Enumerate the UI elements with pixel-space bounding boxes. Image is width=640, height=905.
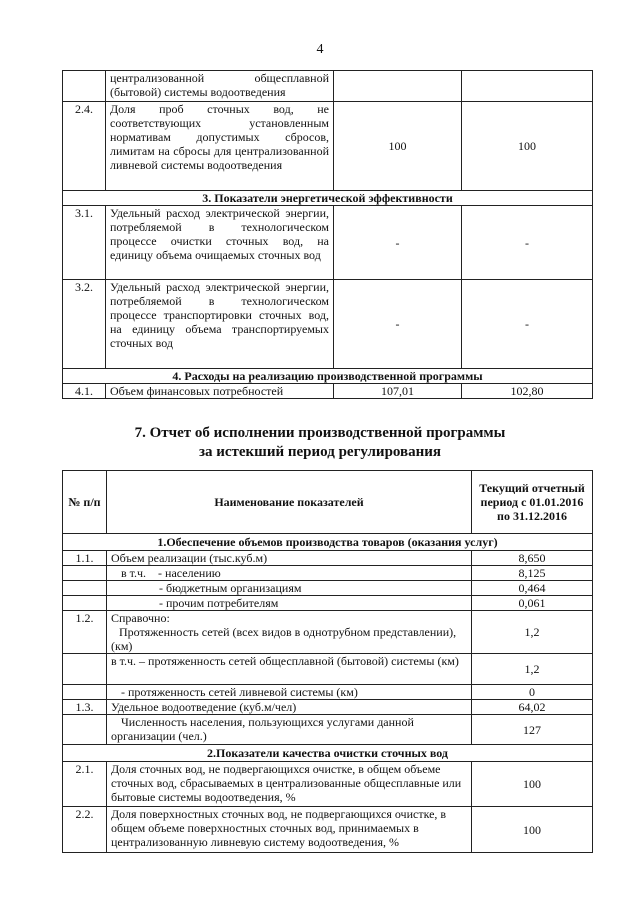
value-fact: - xyxy=(462,280,593,369)
section-title: 2.Показатели качества очистки сточных вод xyxy=(63,745,593,762)
row-label-line: Справочно: xyxy=(111,611,170,625)
header-row xyxy=(63,471,593,534)
row-text: Удельный расход электрической энергии, потребляемой в технологическом процессе очистки сточных вод, на единицу объема очищаемых сточных вод xyxy=(106,206,334,280)
table-row xyxy=(63,551,593,566)
row-label: Численность населения, пользующихся услугами данной организации (чел.) xyxy=(107,715,472,745)
table-row xyxy=(63,384,593,399)
row-text: Удельный расход электрической энергии, потребляемой в технологическом процессе транспортировки сточных вод, на единицу объема транспортируемых сточных вод xyxy=(106,280,334,369)
header-number: № п/п xyxy=(63,471,107,534)
row-value: 0,061 xyxy=(472,596,593,611)
row-number: 1.1. xyxy=(63,551,107,566)
value-fact: 102,80 xyxy=(462,384,593,399)
header-period: Текущий отчетный период с 01.01.2016 по 31.12.2016 xyxy=(472,471,593,534)
row-label: Объем реализации (тыс.куб.м) xyxy=(107,551,472,566)
value-plan: 100 xyxy=(334,102,462,191)
row-number: 4.1. xyxy=(63,384,106,399)
page-number: 4 xyxy=(316,42,324,57)
row-label: в т.ч. – протяженность сетей общесплавной (бытовой) системы (км) xyxy=(107,654,472,685)
program-report-table xyxy=(62,470,593,853)
table-row xyxy=(63,715,593,745)
table-row xyxy=(63,700,593,715)
row-value: 8,650 xyxy=(472,551,593,566)
row-value: 1,2 xyxy=(472,611,593,654)
row-number: 3.2. xyxy=(63,280,106,369)
row-label: Доля сточных вод, не подвергающихся очистке, в общем объеме сточных вод, сбрасываемых в централизованные общесплавные или бытовые системы водоотведения, % xyxy=(107,762,472,807)
section-heading xyxy=(0,424,640,462)
row-value: 64,02 xyxy=(472,700,593,715)
table-row xyxy=(63,280,593,369)
table-row xyxy=(63,71,593,102)
row-label: Удельное водоотведение (куб.м/чел) xyxy=(107,700,472,715)
row-value: 0,464 xyxy=(472,581,593,596)
row-value: 100 xyxy=(472,807,593,853)
row-label: - протяженность сетей ливневой системы (км) xyxy=(107,685,472,700)
table-row xyxy=(63,762,593,807)
table-row xyxy=(63,102,593,191)
table-row xyxy=(63,206,593,280)
row-prefix: в т.ч. xyxy=(121,566,147,580)
value-plan: 107,01 xyxy=(334,384,462,399)
row-number: 3.1. xyxy=(63,206,106,280)
row-label xyxy=(107,611,472,654)
table-row xyxy=(63,685,593,700)
value-plan: - xyxy=(334,206,462,280)
row-label: Доля поверхностных сточных вод, не подвергающихся очистке, в общем объеме поверхностных сточных вод, принимаемых в централизованную ливневую систему водоотведения, % xyxy=(107,807,472,853)
section-row xyxy=(63,534,593,551)
row-label xyxy=(107,566,472,581)
value-fact: 100 xyxy=(462,102,593,191)
row-number: 2.2. xyxy=(63,807,107,853)
row-number: 2.1. xyxy=(63,762,107,807)
heading-line-2: за истекший период регулирования xyxy=(198,444,442,460)
row-value: 1,2 xyxy=(472,654,593,685)
table-row xyxy=(63,566,593,581)
table-row xyxy=(63,611,593,654)
section-row xyxy=(63,745,593,762)
header-name: Наименование показателей xyxy=(107,471,472,534)
row-number: 1.3. xyxy=(63,700,107,715)
table-row xyxy=(63,581,593,596)
value-plan: - xyxy=(334,280,462,369)
section-title: 3. Показатели энергетической эффективности xyxy=(63,191,593,206)
section-row xyxy=(63,369,593,384)
row-value: 8,125 xyxy=(472,566,593,581)
row-value: 0 xyxy=(472,685,593,700)
row-text: централизованной общесплавной (бытовой) системы водоотведения xyxy=(106,71,334,102)
row-sublabel: - населению xyxy=(158,566,221,580)
section-title: 1.Обеспечение объемов производства товаров (оказания услуг) xyxy=(63,534,593,551)
indicators-table-continued xyxy=(62,70,593,399)
table-row xyxy=(63,596,593,611)
row-text: Объем финансовых потребностей xyxy=(106,384,334,399)
value-fact: - xyxy=(462,206,593,280)
section-row xyxy=(63,191,593,206)
row-text: Доля проб сточных вод, не соответствующих установленным нормативам допустимых сбросов, лимитам на сбросы для централизованной ливневой системы водоотведения xyxy=(106,102,334,191)
row-value: 127 xyxy=(472,715,593,745)
row-number: 2.4. xyxy=(63,102,106,191)
row-label: - бюджетным организациям xyxy=(107,581,472,596)
row-label-line: Протяженность сетей (всех видов в однотрубном представлении), (км) xyxy=(111,625,457,653)
row-value: 100 xyxy=(472,762,593,807)
row-number: 1.2. xyxy=(63,611,107,654)
table-row xyxy=(63,654,593,685)
table-row xyxy=(63,807,593,853)
section-title: 4. Расходы на реализацию производственной программы xyxy=(63,369,593,384)
heading-line-1: 7. Отчет об исполнении производственной программы xyxy=(134,425,506,441)
row-label: - прочим потребителям xyxy=(107,596,472,611)
